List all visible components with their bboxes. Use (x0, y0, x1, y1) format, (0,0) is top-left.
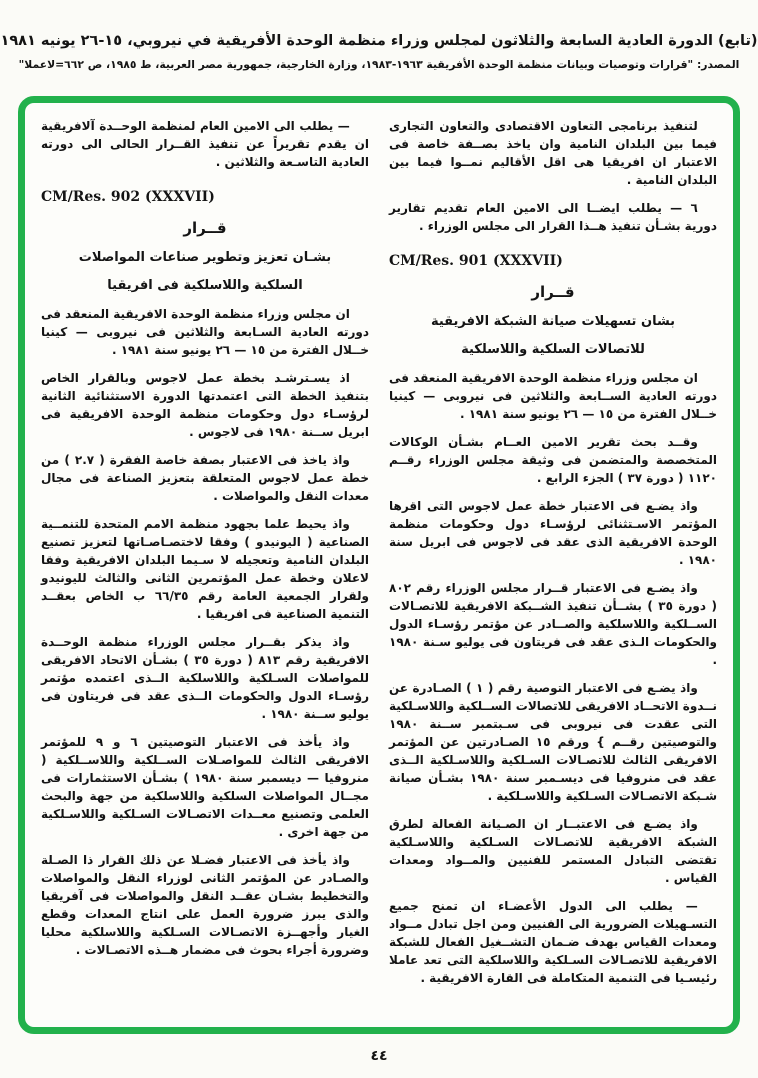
paragraph-operative: — يطلب الى الامين العام لمنظمة الوحــدة آلافريقية ان يقدم تقريراً عن تنفيذ القــرار الحالى الى دورته العادية التاسـعة والثلاثين . (41, 119, 369, 169)
paragraph: واذ يضـع فى الاعتبار التوصية رقم ( ١ ) الصـادرة عن نــدوة الاتحــاد الافريقى للاتصالات الســلكية واللاسـلكية التى عقدت فى نيروبى فى سـبتمبر ســنة ١٩٨٠ والتوصيتين رقــم } ورقم ١٥ الصـادرتين عن المؤتمر الافريقى الثالث للاتصـالات السـلكية واللاسـلكية الــذى عقد فى منروفيا فى ديسـمبر سنة ١٩٨٠ بشـأن صيانة شـبكة الاتصـالات السـلكية واللاسـلكية . (389, 680, 717, 803)
column-left (41, 117, 369, 1017)
resolution-code-902: CM/Res. 902 (XXXVII) (41, 189, 215, 205)
resolution-subtitle: للاتصالات السلكية واللاسلكية (461, 341, 645, 357)
paragraph: واذ ياخذ فى الاعتبار بصفة خاصة الفقرة ( ٢.٧ ) من خطة عمل لاجوس المتعلقة بتعزيز الصناعة فى مجال معدات النقل والمواصلات . (41, 452, 369, 503)
paragraph: واذ يأخذ فى الاعتبار التوصيتين ٦ و ٩ للمؤتمر الافريقى الثالث للمواصـلات الســلكية واللاســلكية ( منروفيا — ديسمبر سنة ١٩٨٠ ) بشـأن الاستثمارات فى مجــال المواصلات السلكية واللاسلكية من جهة والبحث العلمى وتصنيع معــدات الاتصـالات السـلكية واللاسـلكية من جهة اخرى . (41, 734, 369, 839)
session-title: (تابع) الدورة العادية السابعة والثلاثون لمجلس وزراء منظمة الوحدة الأفريقية في نيروبي، ١٥-٢٦ يونيه ١٩٨١ (0, 33, 758, 49)
resolution-subtitle: بشان تسهيلات صيانة الشبكة الافريقية (430, 314, 676, 329)
resolutions-frame (18, 96, 740, 1034)
resolution-code-901: CM/Res. 901 (XXXVII) (389, 253, 563, 269)
paragraph: واذ يضـع فى الاعتبار قــرار مجلس الوزراء رقم ٨٠٢ ( دورة ٣٥ ) بشــأن تنفيذ الشــبكة الافريقية للاتصـالات الســلكية واللاسلكية والصــادر عن مؤتمر رؤسـاء الدول والحكومات الـذى عقد فى فريتاون فى يوليو سـنة ١٩٨٠ . (389, 580, 717, 667)
resolution-subtitle: السلكية واللاسلكية فى افريقيا (107, 277, 303, 293)
resolution-heading: قــرار (531, 283, 575, 301)
column-right (389, 117, 717, 1017)
paragraph: واذ يضـع فى الاعتبار خطة عمل لاجوس التى اقرها المؤتمر الاسـتثنائى لرؤسـاء دول وحكومات منظمة الوحدة الافريقية الذى عقد فى لاجوس فى ابريل سنة ١٩٨٠ . (389, 498, 717, 567)
paragraph: واذ يضـع فى الاعتبــار ان الصـيانة الفعالة لطرق الشبكة الافريقية للاتصـالات السـلكية واللاسـلكية تقتضى التبادل المستمر للفنيين والمــواد ومعدات القياس . (389, 816, 717, 885)
page-number: ٤٤ (370, 1048, 388, 1064)
paragraph: وقــد بحث تقرير الامين العــام بشـأن الوكالات المتخصصة والمتضمن فى وثيقة مجلس الوزراء رقــم ١١٢٠ ( دورة ٣٧ ) الجزء الرابع . (389, 434, 717, 485)
paragraph-operative: — يطلب الى الدول الأعضـاء ان تمنح جميع التسـهيلات الضرورية الى الفنيين ومن اجل تبادل مــواد ومعدات القياس بهدف ضـمان التشــغيل الفعال للشبكة الافريقية للاتصـالات السـلكية واللاسلكية التى تعد عاملا رئيسـيا فى التنمية المتكاملة فى القارة الافريقية . (389, 898, 717, 985)
paragraph: واذ يذكر بقــرار مجلس الوزراء منظمة الوحــدة الافريقية رقم ٨١٣ ( دورة ٣٥ ) بشـأن الاتحاد الافريقى للمواصلات السـلكية واللاسلكية الــذى اعتمده مؤتمر رؤسـاء الدول والحكومات الــذى عقد فى فريتاون فى يوليو ســنة ١٩٨٠ . (41, 634, 369, 721)
paragraph: اذ يسـترشـد بخطة عمل لاجوس وبالقرار الخاص بتنفيذ الخطة التى اعتمدتها الدورة الاستثنائية الثانية لرؤسـاء دول وحكومات منظمة الوحدة الافريقية فى ابريل ســنة ١٩٨٠ فى لاجوس . (41, 370, 369, 439)
resolution-heading: قــرار (183, 219, 227, 237)
paragraph: ان مجلس وزراء منظمة الوحدة الافريقية المنعقد فى دورته العادية السـابعة والثلاثين فى نيروبى — كينيا خــلال الفترة من ١٥ — ٢٦ يونيو سنة ١٩٨١ . (41, 306, 369, 357)
page-header (0, 0, 758, 71)
paragraph: لتنفيذ برنامجى التعاون الاقتصادى والتعاون التجارى فيما بين البلدان النامية وان ياخذ بصــفة خاصة فى الاعتبار ان افريقيا هى اقل الأقاليم نمــوا فيما بين البلدان النامية . (389, 119, 717, 187)
paragraph: ان مجلس وزراء منظمة الوحدة الافريقية المنعقد فى دورته العادية الســابعة والثلاثين فى نيروبى — كينيا خــلال الفترة من ١٥ — ٢٦ يونيو سنة ١٩٨١ . (389, 370, 717, 421)
paragraph: واذ يأخذ فى الاعتبار فضـلا عن ذلك القرار ذا الصـلة والصـادر عن المؤتمر الثانى لوزراء النقل والمواصلات والتخطيط بشـان عقــد النقل والمواصلات فى آفريقيا والذى يبرز ضرورة العمل على انتاج المعدات وقطع الغيار وأجهــزة الاتصـالات السـلكية واللاسلكية محليا وضرورة أجراء بحوث فى مضمار هــذه الاتصـالات . (41, 852, 369, 957)
resolution-subtitle: بشـان تعزيز وتطوير صناعات المواصلات (78, 250, 332, 265)
paragraph: واذ يحيط علما بجهود منظمة الامم المتحدة للتنمــية الصناعية ( اليونيدو ) وفقا لاختصـاصـاتها لتعزيز تصنيع البلدان النامية وتعجيله لا سـيما البلدان الافريقية وفقا لاعلان وخطة عمل المؤتمرين الثانى والثالث لليونيدو ولقرار الجمعية العامة رقم ٦٦/٣٥ ب الخاص بعقــد التنمية الصناعية فى افريقيا . (41, 516, 370, 621)
source-citation: المصدر: "قرارات وتوصيات وبيانات منظمة الوحدة الأفريقية ١٩٦٣-١٩٨٣، وزارة الخارجية، جمهورية مصر العربية، ط ١٩٨٥، ص ٦٦٢=لاعملا" (18, 58, 740, 71)
paragraph-numbered: ٦ — يطلب ايضــا الى الامين العام تقديم تقارير دورية بشـأن تنفيذ هــذا القرار الى مجلس الوزراء . (389, 201, 717, 233)
